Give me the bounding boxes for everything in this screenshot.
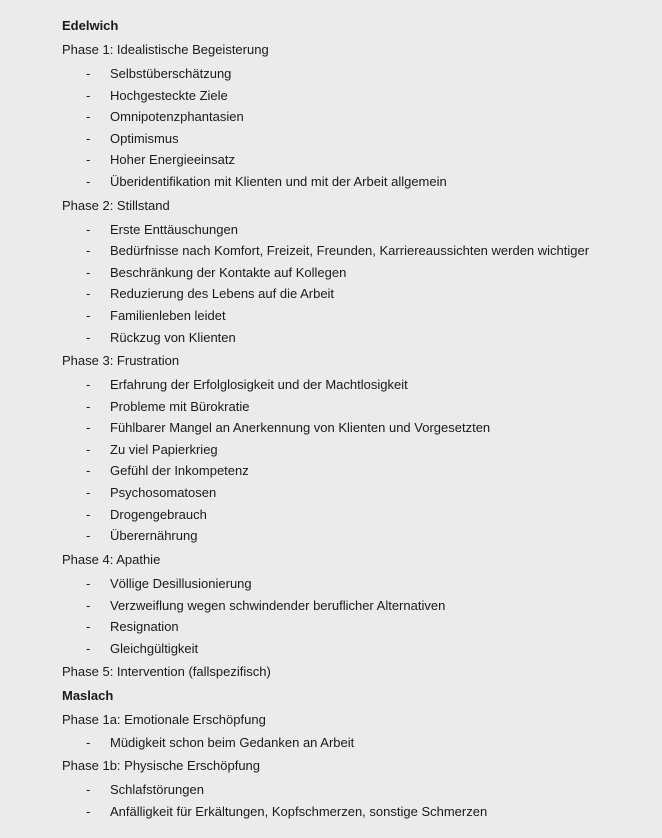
list-item: Fühlbarer Mangel an Anerkennung von Klienten und Vorgesetzten — [110, 420, 491, 435]
bullet-marker: - — [86, 528, 91, 543]
list-item: Familienleben leidet — [110, 308, 226, 323]
list-item: Psychosomatosen — [110, 485, 217, 500]
bullet-marker: - — [86, 88, 91, 103]
list-item: Zu viel Papierkrieg — [110, 442, 218, 457]
bullet-marker: - — [86, 782, 91, 797]
bullet-marker: - — [86, 576, 91, 591]
list-item: Reduzierung des Lebens auf die Arbeit — [110, 286, 335, 301]
phase-title: Phase 1a: Emotionale Erschöpfung — [62, 712, 266, 727]
bullet-marker: - — [86, 243, 91, 258]
list-item: Drogengebrauch — [110, 507, 207, 522]
bullet-marker: - — [86, 330, 91, 345]
bullet-marker: - — [86, 463, 91, 478]
bullet-marker: - — [86, 507, 91, 522]
phase-title: Phase 1b: Physische Erschöpfung — [62, 758, 261, 773]
phase-title: Phase 2: Stillstand — [62, 198, 170, 213]
section-heading-edelwich: Edelwich — [62, 18, 119, 33]
list-item: Rückzug von Klienten — [110, 330, 236, 345]
bullet-marker: - — [86, 109, 91, 124]
bullet-marker: - — [86, 804, 91, 819]
bullet-marker: - — [86, 641, 91, 656]
bullet-marker: - — [86, 598, 91, 613]
list-item: Beschränkung der Kontakte auf Kollegen — [110, 265, 347, 280]
list-item: Hoher Energieeinsatz — [110, 152, 236, 167]
list-item: Anfälligkeit für Erkältungen, Kopfschmerzen, sonstige Schmerzen — [110, 804, 488, 819]
phase-title: Phase 3: Frustration — [62, 353, 180, 368]
list-item: Verzweiflung wegen schwindender beruflicher Alternativen — [110, 598, 446, 613]
list-item: Resignation — [110, 619, 179, 634]
section-heading-maslach: Maslach — [62, 688, 114, 703]
list-item: Erste Enttäuschungen — [110, 222, 238, 237]
bullet-marker: - — [86, 442, 91, 457]
phase-title: Phase 1: Idealistische Begeisterung — [62, 42, 269, 57]
list-item: Bedürfnisse nach Komfort, Freizeit, Freunden, Karriereaussichten werden wichtiger — [110, 243, 590, 258]
bullet-marker: - — [86, 485, 91, 500]
list-item: Omnipotenzphantasien — [110, 109, 244, 124]
bullet-marker: - — [86, 735, 91, 750]
bullet-marker: - — [86, 66, 91, 81]
list-item: Überernährung — [110, 528, 198, 543]
list-item: Müdigkeit schon beim Gedanken an Arbeit — [110, 735, 355, 750]
bullet-marker: - — [86, 399, 91, 414]
phase-title: Phase 4: Apathie — [62, 552, 161, 567]
bullet-marker: - — [86, 308, 91, 323]
bullet-marker: - — [86, 131, 91, 146]
list-item: Probleme mit Bürokratie — [110, 399, 250, 414]
list-item: Selbstüberschätzung — [110, 66, 232, 81]
phase-title: Phase 5: Intervention (fallspezifisch) — [62, 664, 271, 679]
bullet-marker: - — [86, 222, 91, 237]
bullet-marker: - — [86, 174, 91, 189]
bullet-marker: - — [86, 619, 91, 634]
list-item: Gefühl der Inkompetenz — [110, 463, 249, 478]
bullet-marker: - — [86, 420, 91, 435]
list-item: Völlige Desillusionierung — [110, 576, 252, 591]
list-item: Schlafstörungen — [110, 782, 204, 797]
list-item: Optimismus — [110, 131, 179, 146]
list-item: Hochgesteckte Ziele — [110, 88, 228, 103]
list-item: Gleichgültigkeit — [110, 641, 199, 656]
list-item: Überidentifikation mit Klienten und mit der Arbeit allgemein — [110, 174, 447, 189]
list-item: Erfahrung der Erfolglosigkeit und der Machtlosigkeit — [110, 377, 408, 392]
bullet-marker: - — [86, 377, 91, 392]
bullet-marker: - — [86, 152, 91, 167]
bullet-marker: - — [86, 265, 91, 280]
bullet-marker: - — [86, 286, 91, 301]
